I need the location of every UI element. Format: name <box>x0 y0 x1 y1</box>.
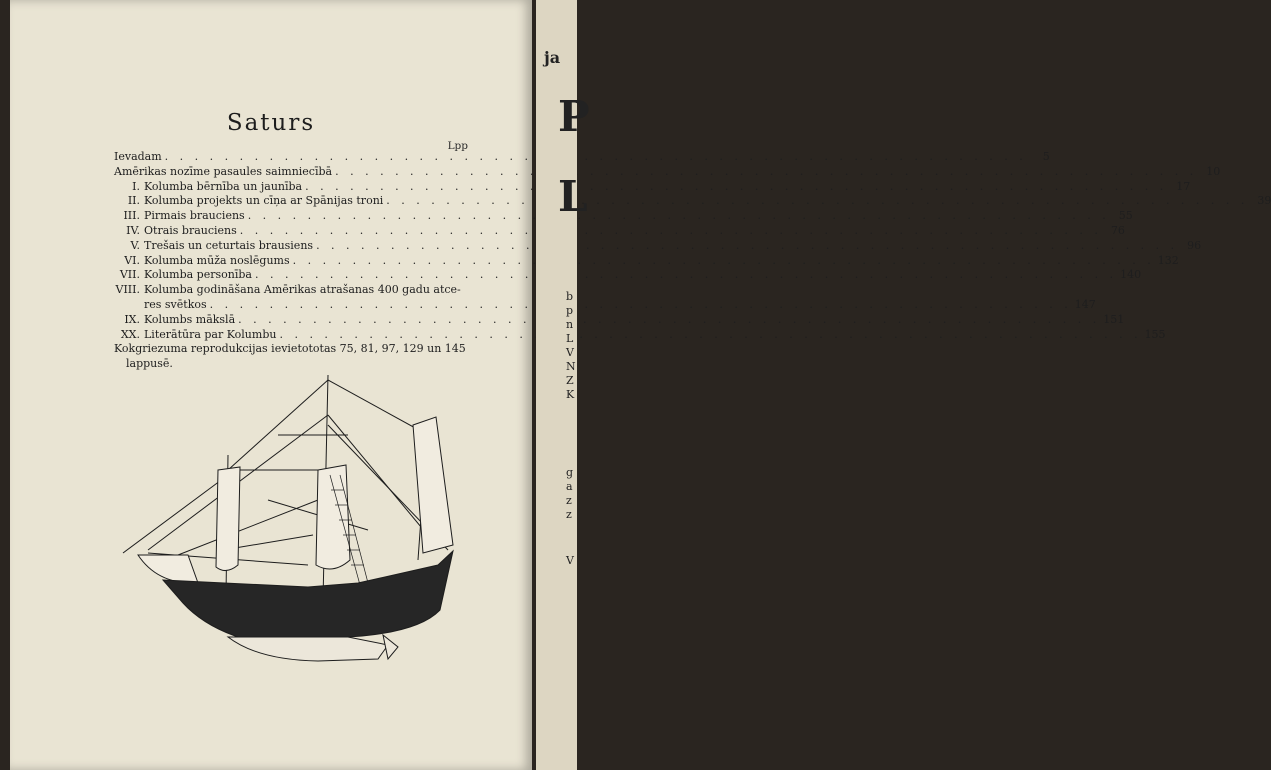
toc-entry-number: IV. <box>126 223 140 237</box>
leader-dots <box>305 180 1167 193</box>
toc-entry-page: 155 <box>1144 327 1166 341</box>
toc-entry-title: Trešais un ceturtais brausiens <box>144 238 314 252</box>
toc-entry-page: 151 <box>1103 312 1125 326</box>
leader-dots <box>238 313 1100 326</box>
adjacent-page-fragment: N <box>566 360 576 373</box>
toc-entry-number: VIII. <box>115 283 140 297</box>
leader-dots <box>210 298 1072 311</box>
toc-entry-page: 132 <box>1157 253 1179 267</box>
adjacent-page-fragment: z <box>566 508 572 521</box>
adjacent-page-edge <box>536 0 590 770</box>
ship-illustration-icon <box>118 375 468 665</box>
toc-entry-page: 39 <box>1257 194 1271 208</box>
adjacent-page-fragment: ja <box>544 48 561 67</box>
adjacent-page-fragment: V <box>566 554 574 567</box>
toc-entry-title: Ievadam <box>114 150 162 163</box>
leader-dots <box>255 268 1117 281</box>
toc-entry-title: Pirmais brauciens <box>144 209 245 223</box>
toc-entry <box>114 164 1221 180</box>
toc-entry-title: Kolumba godināšana Amērikas atrašanas 400 gadu atce- <box>144 283 461 297</box>
toc-entry <box>114 179 1191 195</box>
adjacent-page-fragment: V <box>566 346 574 359</box>
page-title: Saturs <box>226 110 316 136</box>
toc-entry-title: Amērikas nozīme pasaules saimniecībā <box>114 164 333 178</box>
adjacent-page-fragment: L <box>558 172 588 221</box>
toc-entry-title-continued: res svētkos <box>144 297 207 311</box>
adjacent-page-fragment: P <box>558 92 590 141</box>
toc-entry <box>114 238 1202 254</box>
book-page <box>10 0 1271 770</box>
toc-entry-number: VII. <box>119 268 140 282</box>
illustrations-note-line: Kokgriezuma reprodukcijas ievietototas 75, 81, 97, 129 un 145 <box>114 342 466 356</box>
leader-dots <box>386 194 1248 207</box>
illustrations-note <box>114 342 469 371</box>
toc-entry-page: 147 <box>1074 297 1096 311</box>
toc-entry-page: 55 <box>1118 209 1133 223</box>
adjacent-page-fragment: Z <box>566 374 574 387</box>
toc-entry <box>114 268 1142 283</box>
illustrations-note-line: lappusē. <box>126 356 173 370</box>
toc-entry <box>114 327 1166 343</box>
toc-entry-title: Kolumba personība <box>144 268 252 282</box>
adjacent-page-fragment: p <box>566 304 574 317</box>
toc-entry-page: 10 <box>1206 164 1221 178</box>
leader-dots <box>316 239 1178 252</box>
leader-dots <box>165 150 1027 163</box>
toc-entry-title: Kolumbs mākslā <box>144 312 236 326</box>
toc-entry <box>114 283 469 298</box>
toc-entry-number: II. <box>127 194 140 208</box>
toc-entry-title: Otrais brauciens <box>144 223 237 237</box>
adjacent-page-fragment: g <box>566 466 574 479</box>
toc-entry-number: IX. <box>124 312 140 326</box>
toc-entry-title: Literātūra par Kolumbu <box>144 327 277 341</box>
toc-entry-page: 5 <box>1042 150 1050 163</box>
leader-dots <box>248 209 1110 222</box>
toc-entry <box>114 194 1271 209</box>
toc-entry-continuation <box>114 297 1096 313</box>
toc-entry-page: 140 <box>1120 268 1142 282</box>
toc-entry-number: I. <box>132 179 140 193</box>
toc-entry-title: Kolumba mūža noslēgums <box>144 253 290 267</box>
toc-entry-number: III. <box>123 209 140 223</box>
page-column-label: Lpp <box>447 140 468 152</box>
adjacent-page-fragment: a <box>566 480 573 493</box>
toc-entry-title: Kolumba bērnība un jaunība <box>144 179 303 193</box>
toc-entry <box>114 209 1133 224</box>
adjacent-page-fragment: L <box>566 332 574 345</box>
toc-entry <box>114 312 1125 328</box>
leader-dots <box>279 328 1141 341</box>
leader-dots <box>240 224 1102 237</box>
toc-entry-number: V. <box>130 238 140 252</box>
adjacent-page-fragment: b <box>566 290 574 303</box>
toc-entry-number: VI. <box>124 253 140 267</box>
toc-entry-page: 76 <box>1110 223 1125 237</box>
leader-dots <box>335 165 1197 178</box>
toc-entry-page: 96 <box>1187 238 1202 252</box>
toc-entry-page: 17 <box>1176 179 1191 193</box>
table-of-contents <box>114 150 1271 371</box>
toc-entry <box>114 150 1050 165</box>
toc-entry-title: Kolumba projekts un cīņa ar Spānijas troni <box>144 194 384 208</box>
toc-entry <box>114 223 1125 239</box>
adjacent-page-fragment: K <box>566 388 575 401</box>
toc-entry <box>114 253 1179 269</box>
toc-entry-number: XX. <box>120 327 140 341</box>
adjacent-page-fragment: n <box>566 318 574 331</box>
leader-dots <box>293 254 1155 267</box>
adjacent-page-fragment: z <box>566 494 572 507</box>
